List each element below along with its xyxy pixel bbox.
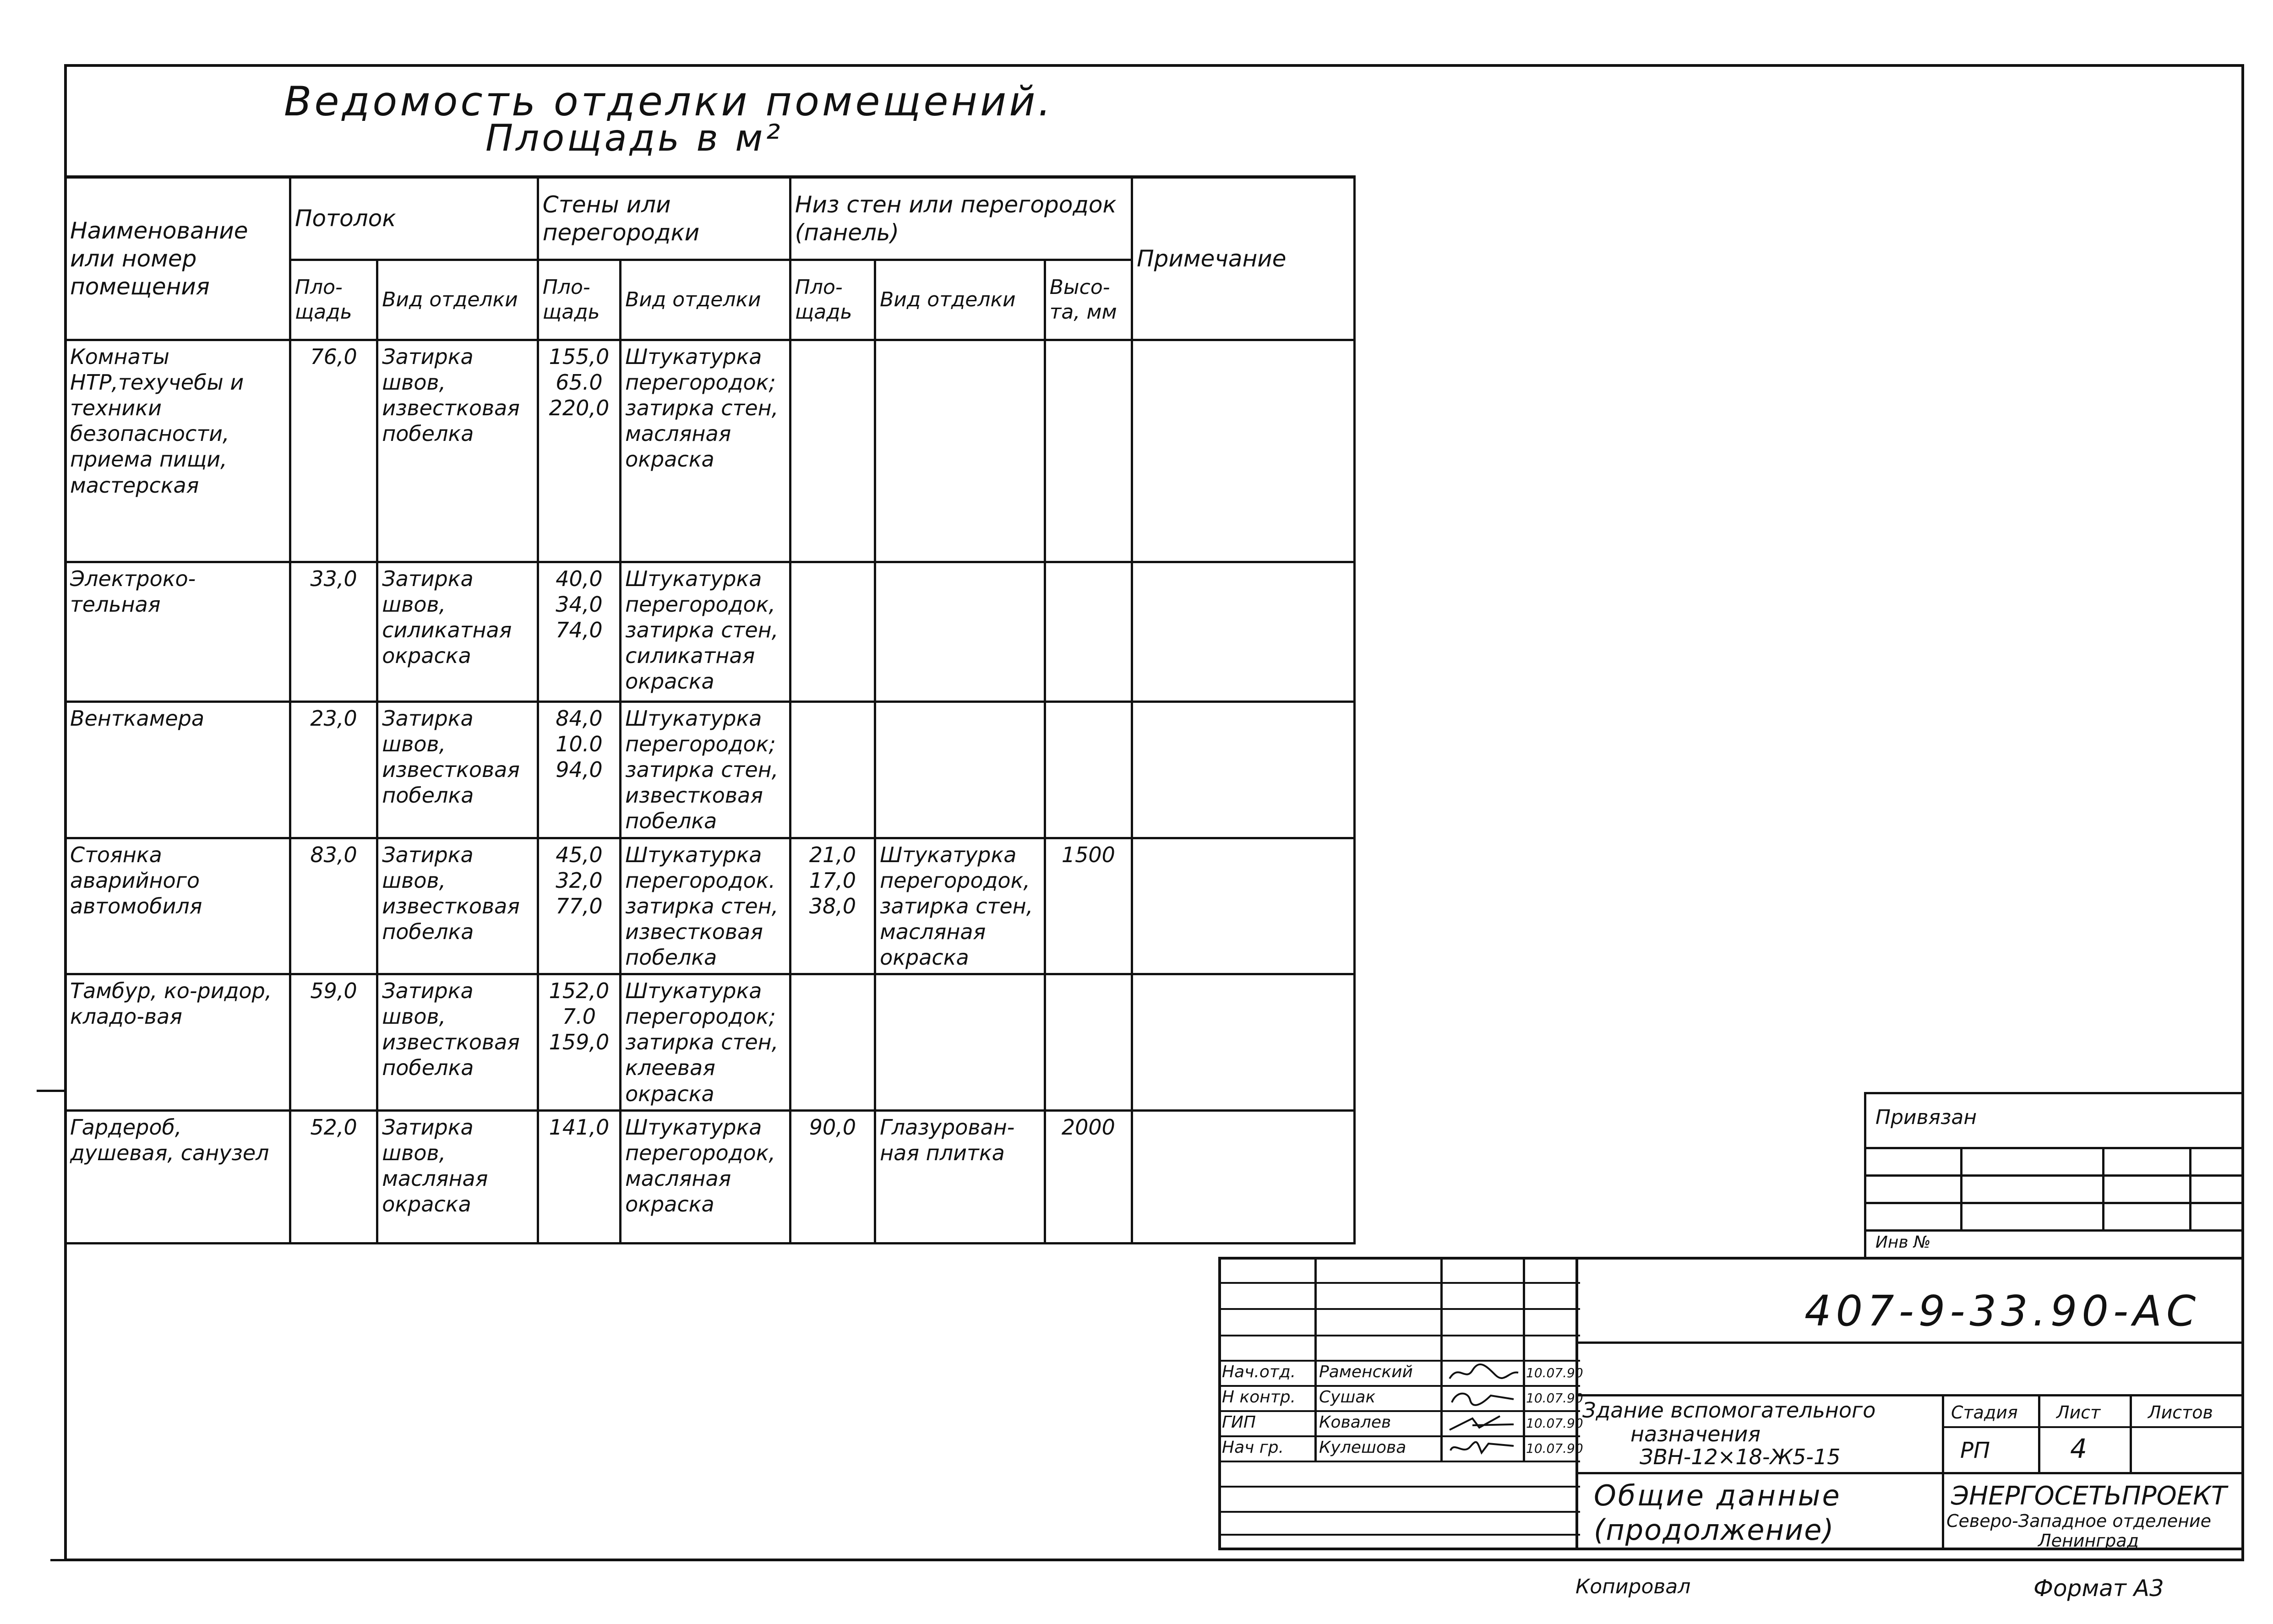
- wall-area-value: 77,0: [556, 893, 603, 918]
- signature-mark: [1445, 1412, 1523, 1434]
- table-row: [65, 838, 1355, 974]
- signer-role: Нач гр.: [1222, 1438, 1284, 1457]
- wall-area-value: 74,0: [556, 618, 603, 643]
- header-panel: Низ стен или перегородок (панель): [790, 178, 1132, 260]
- signer-name: Сушак: [1319, 1388, 1376, 1407]
- panel-height-cell: [1045, 702, 1132, 838]
- object-name-line3: ЗВН-12×18-Ж5-15: [1640, 1445, 1841, 1469]
- header-wall-finish: Вид отделки: [621, 260, 790, 340]
- panel-finish-cell: Глазурован-ная плитка: [875, 1110, 1045, 1243]
- ceiling-area-cell: 23,0: [290, 702, 377, 838]
- wall-area-value: 32,0: [556, 868, 603, 893]
- sheet-title-line1: Общие данные: [1594, 1479, 1842, 1512]
- signer-date: 10.07.90: [1526, 1390, 1583, 1406]
- panel-area-value: 38,0: [809, 893, 856, 918]
- signer-name: Раменский: [1319, 1363, 1413, 1381]
- room-name-cell: Комнаты НТР,техучебы и техники безопасности, приема пищи, мастерская: [65, 340, 290, 562]
- ceiling-finish-cell: Затирка швов, масляная окраска: [377, 1110, 538, 1243]
- wall-area-stack: [543, 842, 616, 919]
- wall-area-value: 7.0: [562, 1004, 596, 1029]
- wall-area-value: 65.0: [556, 370, 603, 395]
- ceiling-finish-cell: Затирка швов, известковая побелка: [377, 838, 538, 974]
- note-cell: [1132, 838, 1355, 974]
- signer-date: 10.07.90: [1526, 1441, 1583, 1456]
- wall-area-cell: [538, 1110, 620, 1243]
- header-walls: Стены или перегородки: [538, 178, 790, 260]
- wall-area-value: 84,0: [556, 706, 603, 731]
- wall-finish-cell: Штукатурка перегородок, затирка стен, силикатная окраска: [621, 562, 790, 702]
- ceiling-area-cell: 76,0: [290, 340, 377, 562]
- organization-branch: Северо-Западное отделение: [1946, 1511, 2211, 1531]
- panel-area-cell: [790, 562, 875, 702]
- ceiling-area-cell: 33,0: [290, 562, 377, 702]
- wall-area-value: 159,0: [549, 1030, 610, 1055]
- finishing-schedule-table: [64, 176, 1356, 1244]
- wall-area-value: 220,0: [549, 396, 610, 421]
- title-block: [1218, 1257, 2244, 1550]
- organization-city: Ленинград: [2038, 1531, 2139, 1551]
- panel-height-cell: 2000: [1045, 1110, 1132, 1243]
- ceiling-finish-cell: Затирка швов, силикатная окраска: [377, 562, 538, 702]
- panel-finish-cell: [875, 340, 1045, 562]
- object-name-line2: назначения: [1630, 1422, 1761, 1446]
- panel-area-stack: [795, 842, 870, 919]
- wall-area-value: 45,0: [556, 842, 603, 867]
- wall-area-value: 40,0: [556, 566, 603, 591]
- panel-area-cell: [790, 974, 875, 1111]
- panel-area-value: 21,0: [809, 842, 856, 867]
- panel-finish-cell: [875, 702, 1045, 838]
- panel-height-cell: [1045, 562, 1132, 702]
- wall-area-value: 34,0: [556, 592, 603, 617]
- room-name-cell: Электроко-тельная: [65, 562, 290, 702]
- header-panel-area: Пло-щадь: [790, 260, 875, 340]
- panel-finish-cell: [875, 974, 1045, 1111]
- table-body: [65, 340, 1355, 1244]
- signer-role: Нач.отд.: [1222, 1363, 1296, 1381]
- wall-area-stack: [543, 566, 616, 643]
- document-code: 407-9-33.90-АС: [1804, 1287, 2201, 1336]
- copied-by-label: Копировал: [1575, 1575, 1691, 1598]
- header-row-1: [65, 178, 1355, 260]
- wall-area-cell: [538, 838, 620, 974]
- wall-area-stack: [543, 978, 616, 1055]
- note-cell: [1132, 1110, 1355, 1243]
- room-name-cell: Стоянка аварийного автомобиля: [65, 838, 290, 974]
- ceiling-finish-cell: Затирка швов, известковая побелка: [377, 974, 538, 1111]
- panel-area-stack: [795, 1114, 870, 1140]
- ceiling-finish-cell: Затирка швов, известковая побелка: [377, 702, 538, 838]
- sheets-label: Листов: [2148, 1402, 2213, 1423]
- table-row: [65, 1110, 1355, 1243]
- header-wall-area: Пло-щадь: [538, 260, 620, 340]
- wall-area-value: 155,0: [549, 344, 610, 369]
- wall-area-value: 152,0: [549, 978, 610, 1004]
- frame-tick-left: [37, 1090, 64, 1092]
- signature-mark: [1445, 1361, 1523, 1384]
- signature-mark: [1445, 1386, 1523, 1409]
- wall-area-stack: [543, 344, 616, 421]
- room-name-cell: Гардероб, душевая, санузел: [65, 1110, 290, 1243]
- wall-area-value: 94,0: [556, 757, 603, 782]
- panel-area-cell: [790, 1110, 875, 1243]
- object-name-line1: Здание вспомогательного: [1582, 1398, 1876, 1423]
- header-room: Наименование или номер помещения: [65, 178, 290, 340]
- header-note: Примечание: [1132, 178, 1355, 340]
- header-ceiling: Потолок: [290, 178, 538, 260]
- note-cell: [1132, 562, 1355, 702]
- wall-finish-cell: Штукатурка перегородок, масляная окраска: [621, 1110, 790, 1243]
- ceiling-area-cell: 83,0: [290, 838, 377, 974]
- note-cell: [1132, 340, 1355, 562]
- panel-area-value: 17,0: [809, 868, 856, 893]
- signature-mark: [1445, 1437, 1523, 1460]
- panel-area-cell: [790, 702, 875, 838]
- table-row: [65, 340, 1355, 562]
- header-ceiling-finish: Вид отделки: [377, 260, 538, 340]
- organization-name: ЭНЕРГОСЕТЬПРОЕКТ: [1951, 1481, 2227, 1511]
- header-panel-height: Высо-та, мм: [1045, 260, 1132, 340]
- note-cell: [1132, 702, 1355, 838]
- sheet-label: Лист: [2056, 1402, 2101, 1423]
- wall-area-cell: [538, 562, 620, 702]
- room-name-cell: Тамбур, ко-ридор, кладо-вая: [65, 974, 290, 1111]
- sheet-title-line2: (продолжение): [1594, 1513, 1835, 1547]
- stage-label: Стадия: [1951, 1402, 2018, 1423]
- room-name-cell: Венткамера: [65, 702, 290, 838]
- signer-role: ГИП: [1222, 1413, 1256, 1432]
- privyazan-block: [1864, 1092, 2244, 1257]
- signer-role: Н контр.: [1222, 1388, 1296, 1407]
- wall-area-stack: [543, 1114, 616, 1140]
- panel-finish-cell: [875, 562, 1045, 702]
- panel-area-value: 90,0: [809, 1114, 856, 1140]
- signer-date: 10.07.90: [1526, 1365, 1583, 1380]
- panel-finish-cell: Штукатурка перегородок, затирка стен, масляная окраска: [875, 838, 1045, 974]
- sheet-format-label: Формат А3: [2033, 1575, 2164, 1602]
- sheet-value: 4: [2070, 1433, 2087, 1464]
- panel-height-cell: [1045, 974, 1132, 1111]
- header-panel-finish: Вид отделки: [875, 260, 1045, 340]
- wall-finish-cell: Штукатурка перегородок; затирка стен, известковая побелка: [621, 702, 790, 838]
- table-row: [65, 702, 1355, 838]
- stage-value: РП: [1960, 1438, 1990, 1463]
- wall-finish-cell: Штукатурка перегородок. затирка стен, известковая побелка: [621, 838, 790, 974]
- ceiling-area-cell: 52,0: [290, 1110, 377, 1243]
- table-row: [65, 974, 1355, 1111]
- panel-height-cell: [1045, 340, 1132, 562]
- signer-name: Кулешова: [1319, 1438, 1406, 1457]
- wall-area-value: 141,0: [549, 1114, 610, 1140]
- panel-height-cell: 1500: [1045, 838, 1132, 974]
- inventory-label: Инв №: [1875, 1233, 1931, 1252]
- frame-bottom-extension: [50, 1559, 1223, 1561]
- signer-name: Ковалев: [1319, 1413, 1391, 1432]
- document-subtitle: Площадь в м²: [485, 117, 783, 159]
- wall-area-stack: [543, 706, 616, 782]
- panel-area-cell: [790, 838, 875, 974]
- panel-area-cell: [790, 340, 875, 562]
- wall-area-cell: [538, 340, 620, 562]
- document-title: Ведомость отделки помещений.: [284, 78, 1054, 125]
- ceiling-area-cell: 59,0: [290, 974, 377, 1111]
- note-cell: [1132, 974, 1355, 1111]
- wall-area-cell: [538, 974, 620, 1111]
- wall-finish-cell: Штукатурка перегородок; затирка стен, клеевая окраска: [621, 974, 790, 1111]
- wall-area-cell: [538, 702, 620, 838]
- signer-date: 10.07.90: [1526, 1416, 1583, 1431]
- table-row: [65, 562, 1355, 702]
- wall-area-value: 10.0: [556, 732, 603, 757]
- wall-finish-cell: Штукатурка перегородок; затирка стен, масляная окраска: [621, 340, 790, 562]
- ceiling-finish-cell: Затирка швов, известковая побелка: [377, 340, 538, 562]
- header-ceiling-area: Пло-щадь: [290, 260, 377, 340]
- privyazan-label: Привязан: [1875, 1106, 1977, 1129]
